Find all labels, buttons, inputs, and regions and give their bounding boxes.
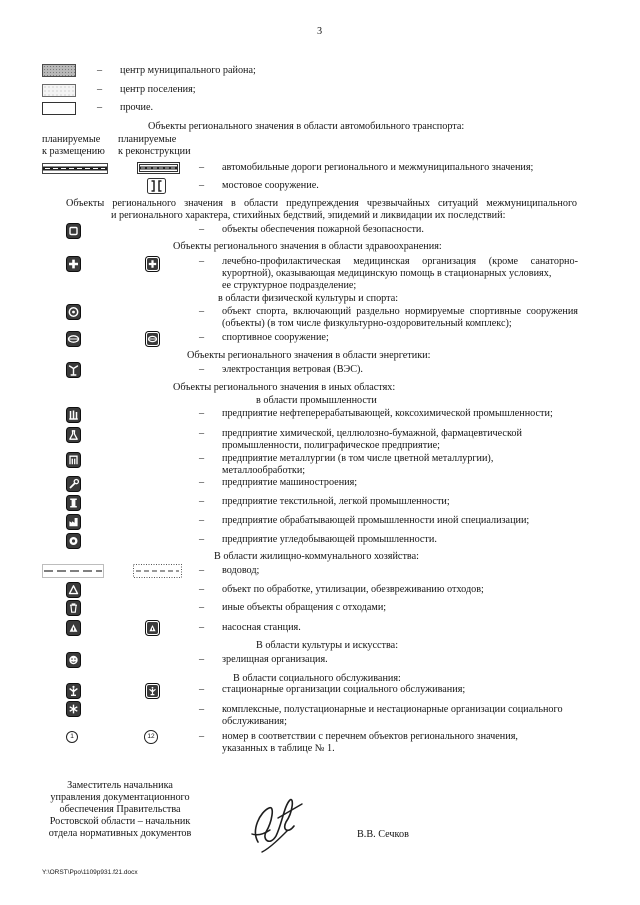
item-dash: – — [199, 256, 205, 267]
item-text-medical-line2: курортной), оказывающая медицинскую помощь в стационарных условиях, — [222, 268, 552, 279]
item-text-metallurgy-line1: предприятие металлургии (в том числе цветной металлургии), — [222, 453, 494, 464]
number-circle-reconstruction-icon: 12 — [144, 730, 158, 744]
waste-bin-icon — [66, 600, 81, 616]
signatory-name: В.В. Сечков — [357, 829, 409, 840]
subheading-industry: в области промышленности — [256, 395, 377, 406]
item-text-chemical-line1: предприятие химической, целлюлозно-бумажной, фармацевтической — [222, 428, 522, 439]
social-stationary-reconstruction-icon — [145, 683, 160, 699]
signatory-position-line: Заместитель начальника — [67, 780, 173, 791]
item-text-sport-object-line1: объект спорта, включающий раздельно нормируемые спортивные сооружения — [222, 306, 578, 317]
column-header-planned-line1: планируемые — [42, 134, 101, 145]
road-planned-icon — [42, 163, 108, 174]
section-heading-other: Объекты регионального значения в иных областях: — [173, 382, 396, 393]
medical-cross-reconstruction-icon — [145, 256, 160, 272]
item-dash: – — [199, 584, 205, 595]
signatory-position-line: обеспечения Правительства — [59, 804, 181, 815]
item-dash: – — [199, 477, 205, 488]
pump-station-icon — [66, 620, 81, 636]
section-heading-culture: В области культуры и искусства: — [256, 640, 399, 651]
metallurgy-icon — [66, 452, 81, 468]
pump-station-reconstruction-icon — [145, 620, 160, 636]
medical-cross-icon — [66, 256, 81, 272]
item-text-other-waste: иные объекты обращения с отходами; — [222, 602, 387, 613]
item-text-bridge: мостовое сооружение. — [222, 180, 319, 191]
sport-facility-reconstruction-icon — [145, 331, 160, 347]
item-text-social-complex-line2: обслуживания; — [222, 716, 287, 727]
legend-text-settlement-center: центр поселения; — [120, 84, 196, 95]
page-number: 3 — [317, 26, 323, 37]
wind-turbine-icon — [66, 362, 81, 378]
section-heading-emergency-line2: и регионального характера, стихийных бедствий, эпидемий и ликвидации их последствий: — [111, 210, 506, 221]
item-text-wind: электростанция ветровая (ВЭС). — [222, 364, 363, 375]
section-heading-housing: В области жилищно-коммунального хозяйства: — [214, 551, 419, 562]
waste-processing-icon — [66, 582, 81, 598]
column-header-reconstruction-line2: к реконструкции — [118, 146, 191, 157]
sport-object-icon — [66, 304, 81, 320]
item-dash: – — [199, 704, 205, 715]
item-text-metallurgy-line2: металлообработки; — [222, 465, 306, 476]
column-header-planned-line2: к размещению — [42, 146, 105, 157]
signatory-position-line: управления документационного — [50, 792, 190, 803]
item-dash: – — [199, 622, 205, 633]
item-text-sport-object-line2: (объекты) (в том числе физкультурно-оздоровительный комплекс); — [222, 318, 512, 329]
item-text-coal: предприятие угледобывающей промышленности. — [222, 534, 437, 545]
item-dash: – — [199, 224, 205, 235]
item-text-machine-building: предприятие машиностроения; — [222, 477, 358, 488]
column-header-reconstruction-line1: планируемые — [118, 134, 177, 145]
section-heading-transport: Объекты регионального значения в области автомобильного транспорта: — [148, 121, 465, 132]
item-dash: – — [199, 364, 205, 375]
signatory-position-line: отдела нормативных документов — [48, 828, 192, 839]
item-text-pump: насосная станция. — [222, 622, 301, 633]
legend-text-other: прочие. — [120, 102, 154, 113]
item-dash: – — [199, 306, 205, 317]
item-text-manufacturing: предприятие обрабатывающей промышленности иной специализации; — [222, 515, 530, 526]
signatory-position-line: Ростовской области – начальник — [49, 816, 191, 827]
item-text-theatre: зрелищная организация. — [222, 654, 328, 665]
item-text-numbering-line1: номер в соответствии с перечнем объектов регионального значения, — [222, 731, 518, 742]
oil-refinery-icon — [66, 407, 81, 423]
item-text-roads: автомобильные дороги регионального и межмуниципального значения; — [222, 162, 534, 173]
social-stationary-icon — [66, 683, 81, 699]
item-dash: – — [199, 534, 205, 545]
item-text-numbering-line2: указанных в таблице № 1. — [222, 743, 335, 754]
item-dash: – — [199, 731, 205, 742]
item-text-medical-line3: ее структурное подразделение; — [222, 280, 357, 291]
item-dash: – — [199, 180, 205, 191]
item-dash: – — [199, 684, 205, 695]
other-settlement-symbol-icon — [42, 102, 76, 115]
section-heading-energy: Объекты регионального значения в области энергетики: — [187, 350, 431, 361]
item-dash: – — [199, 332, 205, 343]
item-text-fire-safety: объекты обеспечения пожарной безопасности. — [222, 224, 424, 235]
item-text-oil: предприятие нефтеперерабатывающей, коксохимической промышленности; — [222, 408, 553, 419]
coal-mining-icon — [66, 533, 81, 549]
subheading-sport: в области физической культуры и спорта: — [218, 293, 399, 304]
municipal-center-symbol-icon — [42, 64, 76, 77]
legend-dash: – — [97, 102, 103, 113]
bridge-icon — [147, 178, 166, 194]
item-dash: – — [199, 428, 205, 439]
sport-facility-icon — [66, 331, 81, 347]
factory-icon — [66, 514, 81, 530]
fire-safety-icon — [66, 223, 81, 239]
item-dash: – — [199, 408, 205, 419]
item-dash: – — [199, 453, 205, 464]
section-heading-emergency-line1: Объекты регионального значения в области предупреждения чрезвычайных ситуаций межмуниципального — [66, 198, 577, 209]
legend-dash: – — [97, 84, 103, 95]
item-dash: – — [199, 654, 205, 665]
section-heading-social: В области социального обслуживания: — [233, 673, 401, 684]
item-text-textile: предприятие текстильной, легкой промышленности; — [222, 496, 450, 507]
number-circle-planned-icon: 1 — [66, 731, 78, 743]
item-text-waste-processing: объект по обработке, утилизации, обезвреживанию отходов; — [222, 584, 484, 595]
machine-building-icon — [66, 476, 81, 492]
item-dash: – — [199, 565, 205, 576]
road-reconstruction-icon — [137, 162, 180, 174]
item-dash: – — [199, 602, 205, 613]
theatre-mask-icon — [66, 652, 81, 668]
legend-dash: – — [97, 65, 103, 76]
item-text-medical-line1: лечебно-профилактическая медицинская организация (кроме санаторно- — [222, 256, 578, 267]
chemical-flask-icon — [66, 427, 81, 443]
water-pipe-planned-icon — [42, 564, 104, 578]
item-text-social-stationary: стационарные организации социального обслуживания; — [222, 684, 466, 695]
social-complex-icon — [66, 701, 81, 717]
section-heading-health: Объекты регионального значения в области здравоохранения: — [173, 241, 442, 252]
textile-spool-icon — [66, 495, 81, 511]
item-text-social-complex-line1: комплексные, полустационарные и нестационарные организации социального — [222, 704, 563, 715]
settlement-center-symbol-icon — [42, 84, 76, 97]
legend-text-municipal-center: центр муниципального района; — [120, 65, 256, 76]
item-text-chemical-line2: промышленности, полиграфическое предприятие; — [222, 440, 440, 451]
handwritten-signature — [244, 794, 306, 860]
item-text-sport-facility: спортивное сооружение; — [222, 332, 329, 343]
item-dash: – — [199, 515, 205, 526]
item-dash: – — [199, 162, 205, 173]
signatory-position — [38, 780, 202, 840]
item-dash: – — [199, 496, 205, 507]
water-pipe-reconstruction-icon — [133, 564, 182, 578]
footer-file-path: Y:\ORST\Ppo\1109p931.f21.docx — [42, 869, 138, 876]
item-text-water-pipe: водовод; — [222, 565, 260, 576]
